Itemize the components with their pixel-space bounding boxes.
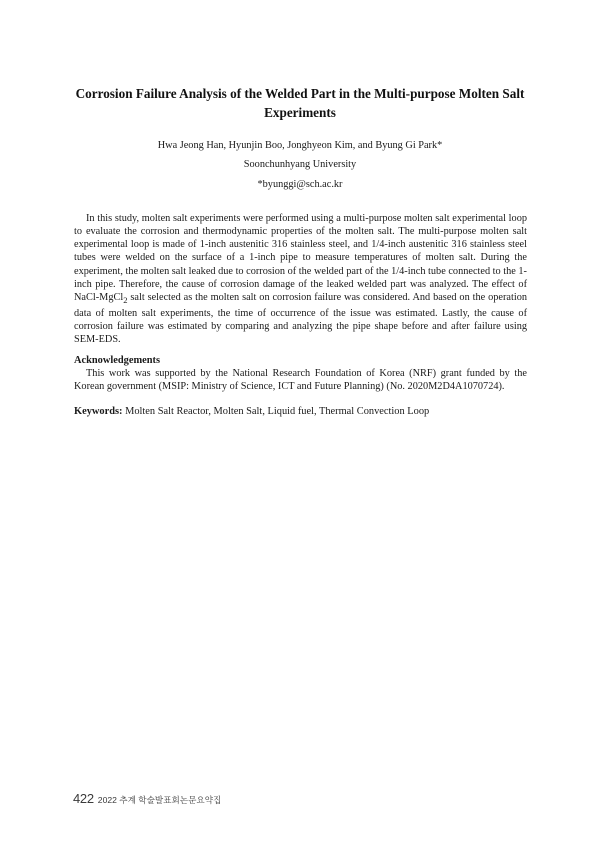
page-footer <box>73 790 221 808</box>
acknowledgements-heading: Acknowledgements <box>74 355 161 366</box>
keywords-text: Molten Salt Reactor, Molten Salt, Liquid fuel, Thermal Convection Loop <box>122 406 430 417</box>
corresponding-email: *byunggi@sch.ac.kr <box>257 179 343 190</box>
page-number: 422 <box>73 791 94 806</box>
author-affiliation: Soonchunhyang University <box>243 159 357 170</box>
abstract-paragraph <box>74 212 527 347</box>
author-list: Hwa Jeong Han, Hyunjin Boo, Jonghyeon Kim, and Byung Gi Park* <box>157 140 443 151</box>
paper-title: Corrosion Failure Analysis of the Welded Part in the Multi-purpose Molten Salt Experiments <box>75 86 525 120</box>
proceedings-title: 2022 추계 학술발표회논문요약집 <box>97 795 222 805</box>
keywords-label: Keywords: <box>74 406 123 417</box>
abstract-text-part-1: In this study, molten salt experiments were performed using a multi-purpose molten salt experimental loop to evaluate the corrosion and thermodynamic properties of the molten salt. The multi-purpose molten salt experimental loop is made of 1-inch austenitic 316 stainless steel, and 1/4-inch austenitic 316 stainless steel tubes were welded on the surface of a 1-inch pipe to measure temperatures of molten salt. During the experiment, the molten salt leaked due to corrosion of the welded part of the 1/4-inch tube connected to the 1-inch pipe. Therefore, the cause of corrosion damage of the leaked welded part was analyzed. The effect of NaCl-MgCl <box>74 213 527 303</box>
acknowledgements-text: This work was supported by the National Research Foundation of Korea (NRF) grant funded by the Korean government (MSIP: Ministry of Science, ICT and Future Planning) (No. 2020M2D4A1070724). <box>74 368 527 393</box>
abstract-subscript: 2 <box>123 294 128 305</box>
abstract-text-part-2: salt selected as the molten salt on corrosion failure was considered. And based on the operation data of molten salt experiments, the time of occurrence of the issue was estimated. Lastly, the cause of corrosion failure was estimated by comparing and analyzing the pipe shape before and after failure using SEM-EDS. <box>74 291 527 346</box>
keywords-line <box>74 405 527 418</box>
